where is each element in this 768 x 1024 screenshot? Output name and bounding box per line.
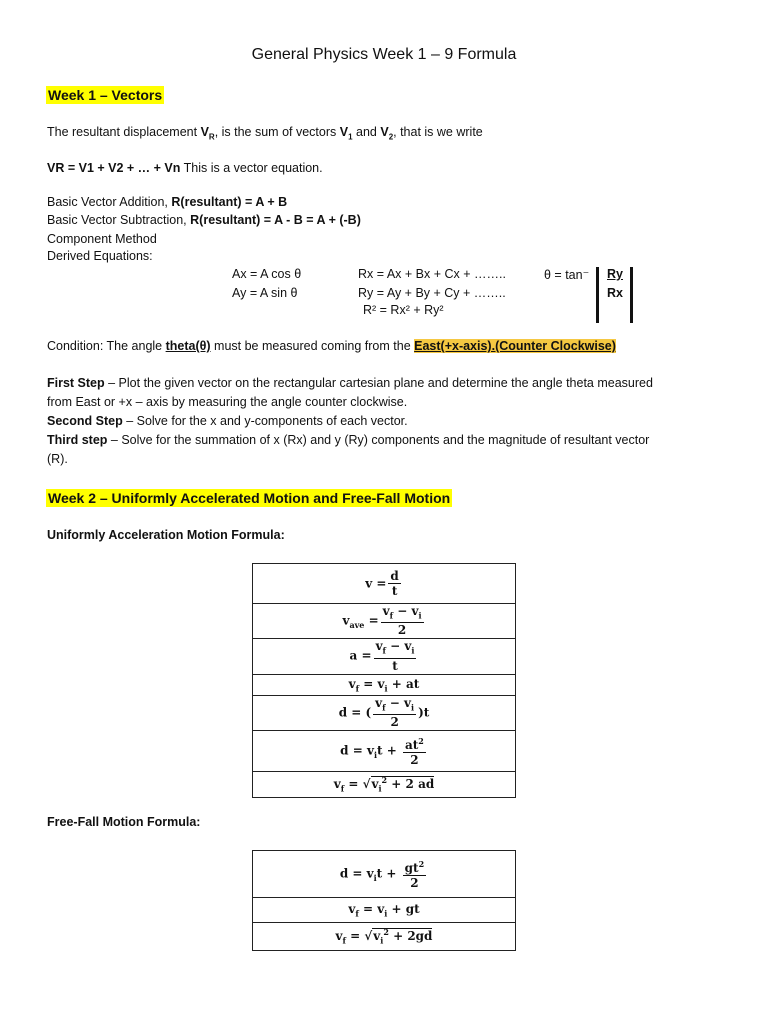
theta-numerator: Ry: [607, 267, 623, 281]
step-3: Third step – Solve for the summation of x (Rx) and y (Ry) components and the magnitude of resultant vector: [47, 433, 650, 447]
eq-ry: Ry = Ay + By + Cy + ……..: [358, 286, 506, 300]
step-3-cont: (R).: [47, 452, 68, 466]
formula-average-velocity: $v_{ave}$ = $\frac{v_f - v_i}{2}$: [253, 604, 516, 639]
eq-r2: R² = Rx² + Ry²: [363, 303, 444, 317]
ff-formula-velocity: $v_f = v_i$ + gt: [253, 898, 516, 923]
uam-formula-table: [252, 563, 516, 798]
formula-final-velocity-sqrt: $v_f = √v_i^2 + 2$ ad: [253, 772, 516, 798]
step-2: Second Step – Solve for the x and y-components of each vector.: [47, 414, 408, 428]
bracket-right: [630, 267, 633, 323]
vector-subtraction: Basic Vector Subtraction, R(resultant) = A - B = A + (-B): [47, 213, 361, 227]
step-1-cont: from East or +x – axis by measuring the angle counter clockwise.: [47, 395, 408, 409]
page-title: General Physics Week 1 – 9 Formula: [251, 46, 517, 63]
week2-heading: Week 2 – Uniformly Accelerated Motion and Free-Fall Motion: [48, 490, 451, 506]
eq-ay: Ay = A sin θ: [232, 286, 298, 300]
component-method: Component Method: [47, 232, 157, 246]
bracket-left: [596, 267, 599, 323]
eq-rx: Rx = Ax + Bx + Cx + ……..: [358, 267, 506, 281]
formula-distance-average: d = ( $\frac{v_f - v_i}{2}$ )t: [253, 696, 516, 731]
derived-equations-label: Derived Equations:: [47, 249, 153, 263]
formula-velocity: v = $\frac{d}{t}$: [253, 564, 516, 604]
formula-acceleration: a = $\frac{v_f - v_i}{t}$: [253, 639, 516, 675]
week1-heading: [46, 87, 164, 103]
vector-addition: Basic Vector Addition, R(resultant) = A + B: [47, 195, 288, 209]
eq-ax: Ax = A cos θ: [232, 267, 302, 281]
formula-distance-accel: $d = v_it$ + $\frac{at^2}{2}$: [253, 731, 516, 772]
intro-text: The resultant displacement $V_R$, is the sum of vectors $V_1$ and $V_2$, that is we write: [47, 125, 483, 142]
ff-formula-distance: $d = v_it$ + $\frac{gt^2}{2}$: [253, 851, 516, 898]
theta-denominator: Rx: [607, 286, 623, 300]
ff-formula-velocity-sqrt: $v_f = √v_i^2 + 2gd$: [253, 923, 516, 951]
vector-equation: VR = V1 + V2 + … + Vn This is a vector equation.: [47, 161, 323, 175]
ff-label: Free-Fall Motion Formula:: [47, 815, 201, 829]
formula-final-velocity: $v_f = v_i$ + at: [253, 675, 516, 696]
step-1: First Step – Plot the given vector on the rectangular cartesian plane and determine the angle theta measured: [47, 376, 653, 390]
condition: Condition: The angle theta(θ) must be measured coming from the East(+x-axis).(Counter Clockwise): [47, 339, 616, 353]
eq-theta: θ = tan⁻: [544, 268, 590, 282]
ff-formula-table: [252, 850, 516, 951]
week1-heading-text: Week 1 – Vectors: [48, 87, 163, 103]
uam-label: Uniformly Acceleration Motion Formula:: [47, 528, 285, 542]
